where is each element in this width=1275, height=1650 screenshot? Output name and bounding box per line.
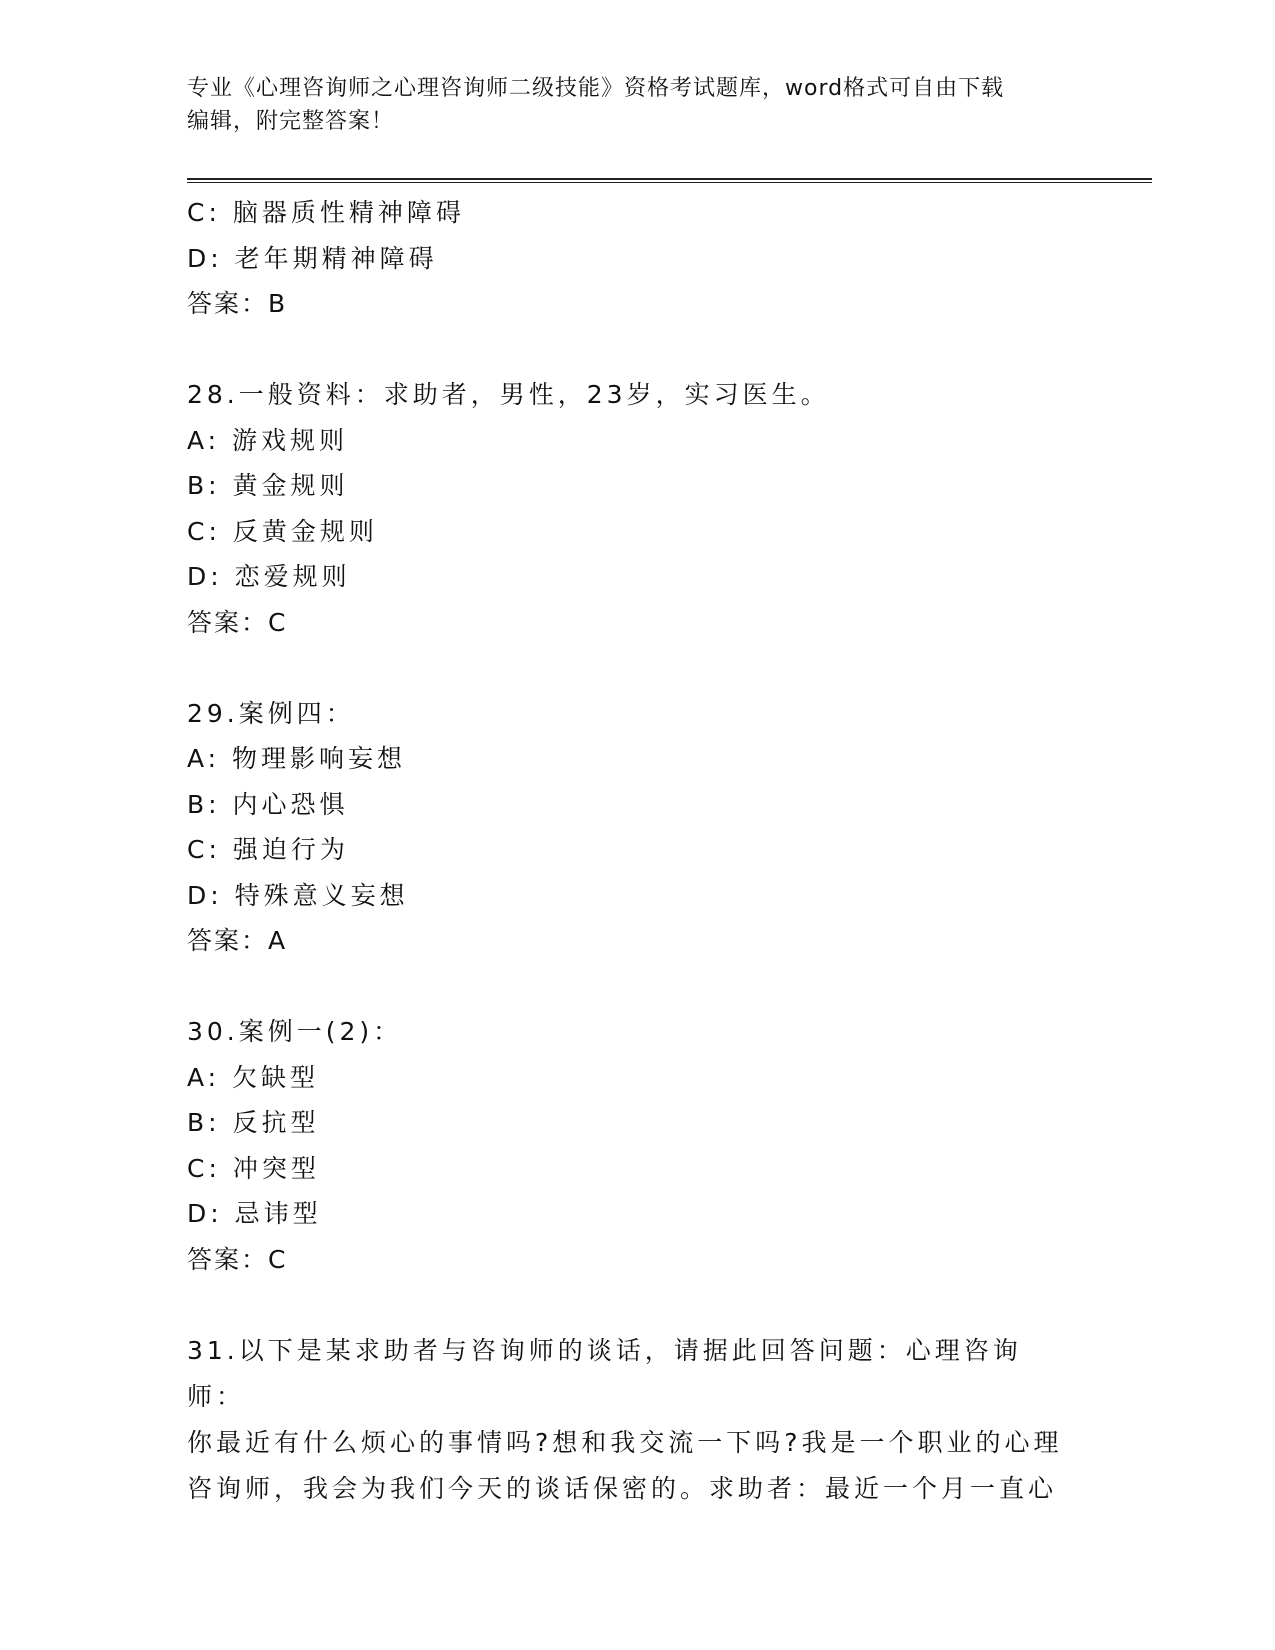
option-d: D: 特殊意义妄想 — [187, 880, 409, 910]
option-b: B: 黄金规则 — [187, 471, 349, 500]
question-text-line-1: 31.以下是某求助者与咨询师的谈话，请据此回答问题：心理咨询师： — [187, 1335, 1022, 1411]
question-28 — [187, 372, 1087, 646]
option-b: B: 内心恐惧 — [187, 789, 349, 819]
option-d: D: 老年期精神障碍 — [187, 243, 438, 273]
question-27-fragment — [187, 190, 1087, 327]
header-line-1: 专业《心理咨询师之心理咨询师二级技能》资格考试题库，word格式可自由下载 — [187, 76, 1005, 101]
header-line-2: 编辑，附完整答案！ — [187, 109, 395, 134]
question-30 — [187, 1009, 1087, 1283]
option-a: A: 游戏规则 — [187, 425, 349, 455]
spacer — [187, 1283, 1087, 1328]
question-text-line-3: 咨询师，我会为我们今天的谈话保密的。求助者：最近一个月一直心 — [187, 1473, 1058, 1503]
question-31 — [187, 1328, 1067, 1512]
option-d: D: 忌讳型 — [187, 1199, 322, 1228]
option-c: C: 强迫行为 — [187, 835, 349, 864]
question-text: 29.案例四： — [187, 698, 355, 728]
header-divider — [187, 178, 1152, 183]
option-d: D: 恋爱规则 — [187, 562, 351, 591]
document-header — [187, 72, 1087, 138]
question-text-line-2: 你最近有什么烦心的事情吗?想和我交流一下吗?我是一个职业的心理 — [187, 1427, 1063, 1457]
answer: 答案：C — [187, 1244, 288, 1274]
option-a: A: 欠缺型 — [187, 1062, 320, 1092]
option-c: C: 冲突型 — [187, 1153, 320, 1183]
spacer — [187, 964, 1087, 1009]
answer: 答案：B — [187, 289, 288, 318]
option-c: C: 脑器质性精神障碍 — [187, 198, 465, 227]
spacer — [187, 646, 1087, 691]
question-text: 28.一般资料：求助者，男性，23岁，实习医生。 — [187, 380, 830, 409]
question-list — [187, 190, 1087, 1512]
question-text: 30.案例一(2)： — [187, 1017, 403, 1046]
option-a: A: 物理影响妄想 — [187, 744, 407, 773]
answer: 答案：A — [187, 926, 288, 955]
spacer — [187, 327, 1087, 372]
answer: 答案：C — [187, 607, 288, 637]
question-29 — [187, 691, 1087, 965]
option-b: B: 反抗型 — [187, 1108, 320, 1137]
option-c: C: 反黄金规则 — [187, 516, 378, 546]
